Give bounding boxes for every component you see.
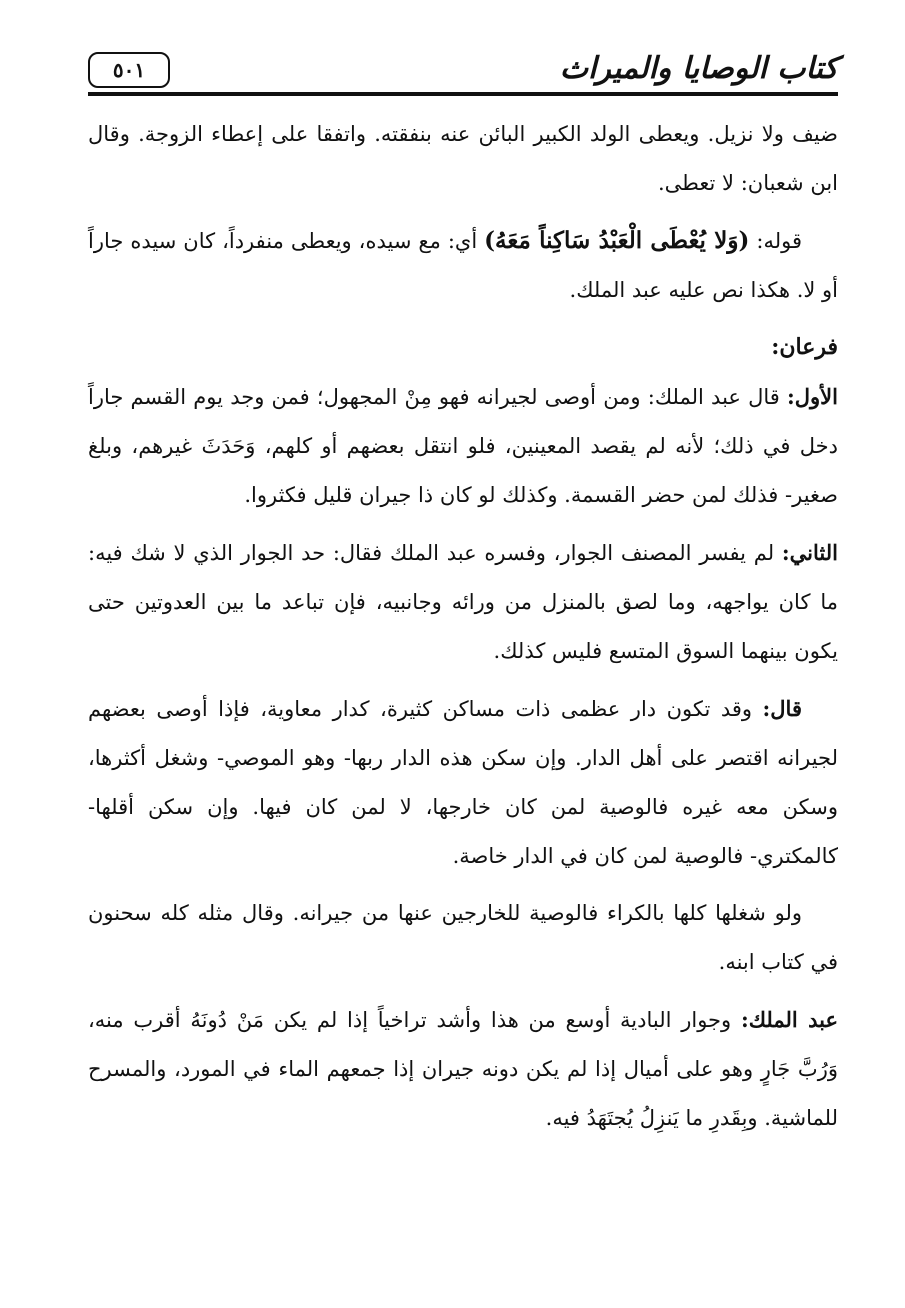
paragraph-7-text: وجوار البادية أوسع من هذا وأشد تراخياً إذا لم يكن مَنْ دُونَهُ أقرب منه، وَرُبَّ جَارٍ وهو على أميال إذا لم يكن دونه جيران إذا جمعهم الماء في المورد، والمسرح للماشية. وبِقَدرِ ما يَنزِلُ يُجتَهَدُ فيه.: [88, 1008, 838, 1130]
paragraph-5: [88, 684, 838, 881]
page-body: [88, 110, 838, 1143]
paragraph-2: [88, 216, 838, 315]
paragraph-6: ولو شغلها كلها بالكراء فالوصية للخارجين عنها من جيرانه. وقال مثله كله سحنون في كتاب ابنه.: [88, 901, 838, 974]
paragraph-4-lead: الثاني:: [781, 540, 838, 565]
quoted-text: (وَلا يُعْطَى الْعَبْدُ سَاكِناً مَعَهُ): [484, 227, 750, 254]
paragraph-3-lead: الأول:: [787, 384, 838, 409]
page-number: ٥٠١: [88, 52, 170, 88]
paragraph-7: [88, 995, 838, 1143]
section-heading: فرعان:: [771, 334, 838, 360]
paragraph-3-text: قال عبد الملك: ومن أوصى لجيرانه فهو مِنْ المجهول؛ فمن وجد يوم القسم جاراً دخل في ذلك؛ لأنه لم يقصد المعينين، فلو انتقل بعضهم أو كلهم، وَحَدَثَ غيرهم، وبلغ صغير- فذلك لمن حضر القسمة. وكذلك لو كان ذا جيران قليل فكثروا.: [88, 385, 838, 507]
paragraph-3: [88, 372, 838, 520]
paragraph-2-text: أي: مع سيده، ويعطى منفرداً، كان سيده جاراً أو لا. هكذا نص عليه عبد الملك.: [88, 229, 838, 302]
paragraph-1: ضيف ولا نزيل. ويعطى الولد الكبير البائن عنه بنفقته. واتفقا على إعطاء الزوجة. وقال ابن شعبان: لا تعطى.: [88, 122, 838, 195]
paragraph-4: [88, 528, 838, 676]
paragraph-2-prefix: قوله:: [749, 229, 802, 253]
header-divider: [88, 92, 838, 96]
paragraph-5-text: وقد تكون دار عظمى ذات مساكن كثيرة، كدار معاوية، فإذا أوصى بعضهم لجيرانه اقتصر على أهل الدار. وإن سكن هذه الدار ربها- وهو الموصي- وشغل أكثرها، وسكن معه غيره فالوصية لمن كان خارجها، لا لمن كان فيها. وإن سكن أقلها- كالمكتري- فالوصية لمن كان في الدار خاصة.: [88, 697, 838, 868]
paragraph-4-text: لم يفسر المصنف الجوار، وفسره عبد الملك فقال: حد الجوار الذي لا شك فيه: ما كان يواجهه، وما لصق بالمنزل من ورائه وجانبيه، فإن تباعد ما بين العدوتين حتى يكون بينهما السوق المتسع فليس كذلك.: [88, 541, 838, 663]
paragraph-7-lead: عبد الملك:: [740, 1007, 838, 1032]
paragraph-5-lead: قال:: [762, 696, 802, 721]
page-header: [88, 48, 838, 94]
running-title: كتاب الوصايا والميراث: [559, 50, 838, 86]
